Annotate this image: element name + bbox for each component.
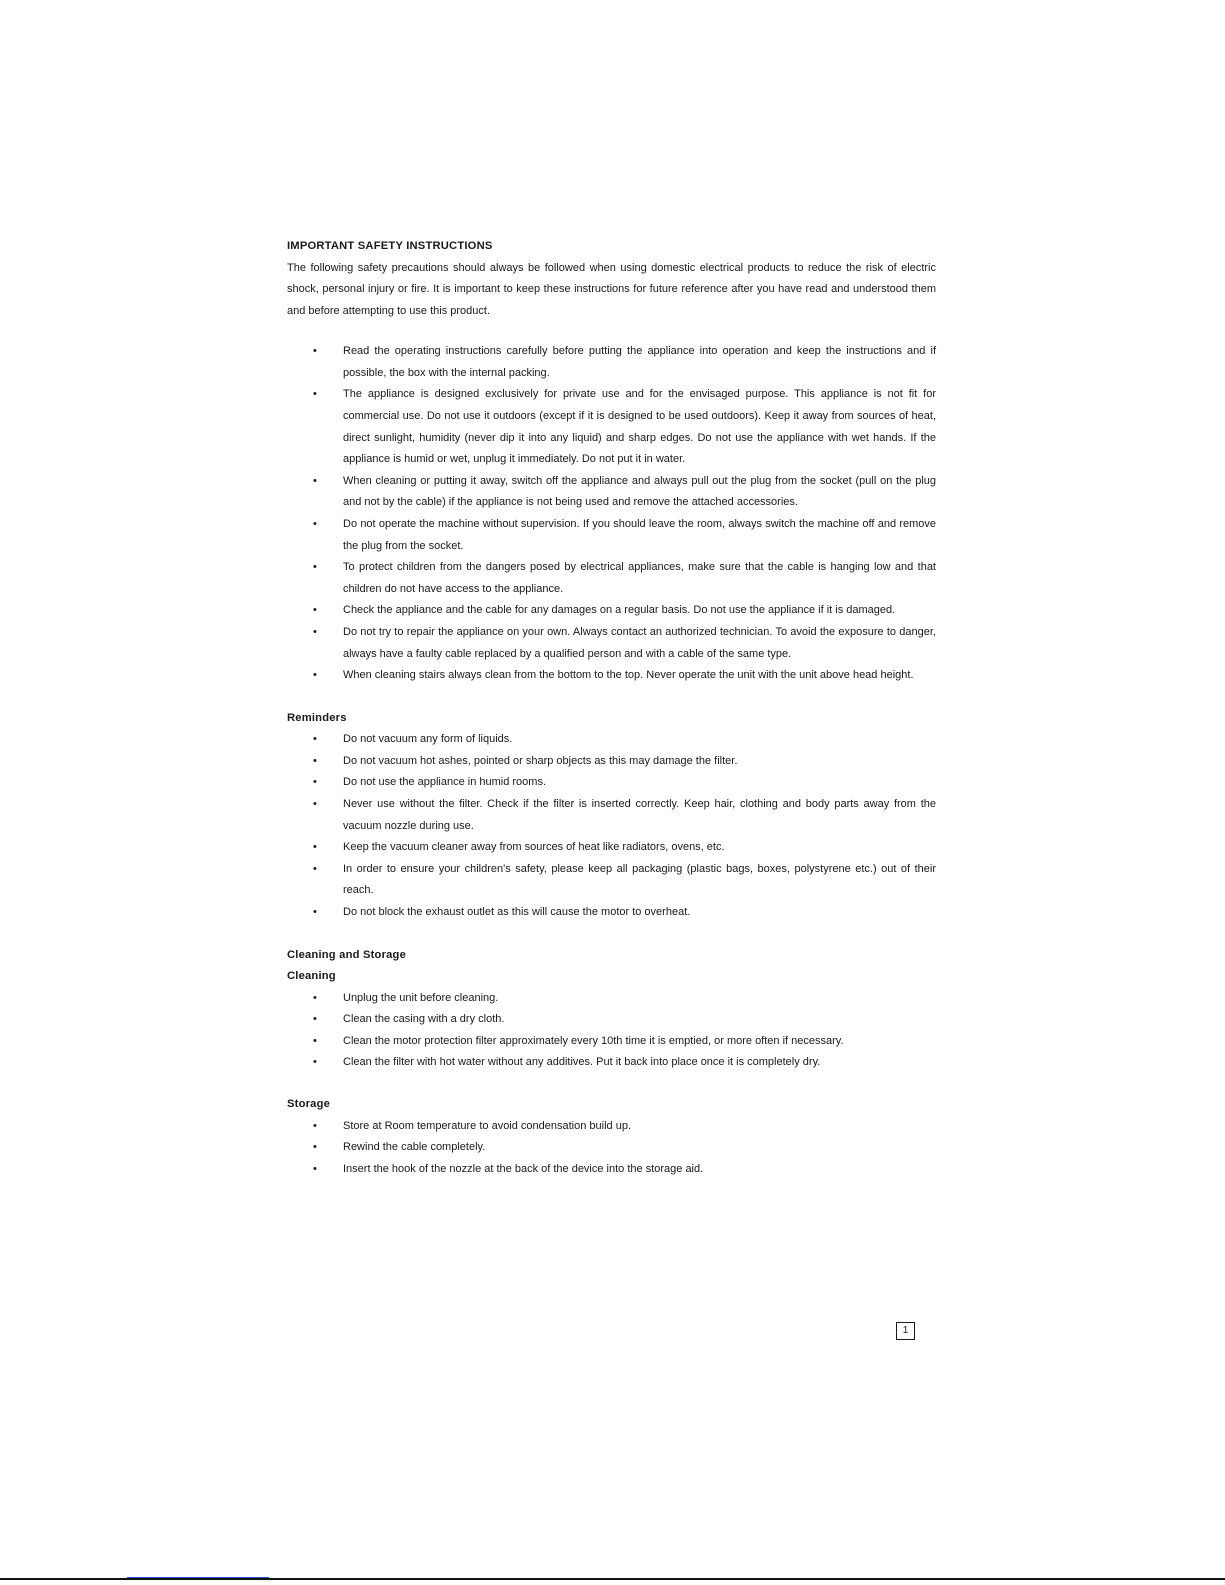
list-item: • Do not operate the machine without supervision. If you should leave the room, always switch the machine off and remove the plug from the socket. [287,514,936,557]
reminders-list [287,729,936,923]
spacer [287,924,936,945]
list-item: • Keep the vacuum cleaner away from sources of heat like radiators, ovens, etc. [287,837,936,859]
list-item: • Unplug the unit before cleaning. [287,988,936,1010]
list-item: • Do not use the appliance in humid rooms. [287,772,936,794]
list-item: • To protect children from the dangers posed by electrical appliances, make sure that the cable is hanging low and that children do not have access to the appliance. [287,557,936,600]
list-item: • Clean the casing with a dry cloth. [287,1009,936,1031]
safety-list [287,341,936,687]
bottom-link-underline [127,1577,269,1578]
list-item: • Store at Room temperature to avoid condensation build up. [287,1116,936,1138]
cleaning-list [287,988,936,1074]
safety-title: IMPORTANT SAFETY INSTRUCTIONS [287,240,493,252]
list-item: • Do not block the exhaust outlet as this will cause the motor to overheat. [287,902,936,924]
list-item: • Insert the hook of the nozzle at the back of the device into the storage aid. [287,1159,936,1181]
page-number: 1 [896,1322,915,1340]
list-item: • Do not try to repair the appliance on your own. Always contact an authorized technician. To avoid the exposure to danger, always have a faulty cable replaced by a qualified person and with a cable of the same type. [287,622,936,665]
cleaning-title: Cleaning [287,970,336,983]
list-item: • Check the appliance and the cable for any damages on a regular basis. Do not use the appliance if it is damaged. [287,600,936,622]
spacer [287,687,936,708]
list-item: • The appliance is designed exclusively for private use and for the envisaged purpose. This appliance is not fit for commercial use. Do not use it outdoors (except if it is designed to be used outdoors). Keep it away from sources of heat, direct sunlight, humidity (never dip it into any liquid) and sharp edges. Do not use the appliance with wet hands. If the appliance is humid or wet, unplug it immediately. Do not put it in water. [287,384,936,470]
list-item: • Clean the motor protection filter approximately every 10th time it is emptied, or more often if necessary. [287,1031,936,1053]
list-item: • In order to ensure your children's safety, please keep all packaging (plastic bags, boxes, polystyrene etc.) out of their reach. [287,859,936,902]
list-item: • Never use without the filter. Check if the filter is inserted correctly. Keep hair, clothing and body parts away from the vacuum nozzle during use. [287,794,936,837]
list-item: • Rewind the cable completely. [287,1137,936,1159]
safety-intro: The following safety precautions should always be followed when using domestic electrical products to reduce the risk of electric shock, personal injury or fire. It is important to keep these instructions for future reference after you have read and understood them and before attempting to use this product. [287,261,936,317]
spacer [287,322,936,341]
storage-list [287,1116,936,1181]
list-item: • Clean the filter with hot water without any additives. Put it back into place once it is completely dry. [287,1052,936,1074]
list-item: • Read the operating instructions carefully before putting the appliance into operation and keep the instructions and if possible, the box with the internal packing. [287,341,936,384]
list-item: • When cleaning stairs always clean from the bottom to the top. Never operate the unit with the unit above head height. [287,665,936,687]
reminders-title: Reminders [287,711,347,724]
spacer [287,1074,936,1094]
document-page [287,236,936,1180]
cleaning-storage-title: Cleaning and Storage [287,948,406,961]
list-item: • Do not vacuum hot ashes, pointed or sharp objects as this may damage the filter. [287,751,936,773]
list-item: • When cleaning or putting it away, switch off the appliance and always pull out the plug from the socket (pull on the plug and not by the cable) if the appliance is not being used and remove the attached accessories. [287,471,936,514]
storage-title: Storage [287,1098,331,1110]
list-item: • Do not vacuum any form of liquids. [287,729,936,751]
bottom-rule [0,1578,1225,1580]
